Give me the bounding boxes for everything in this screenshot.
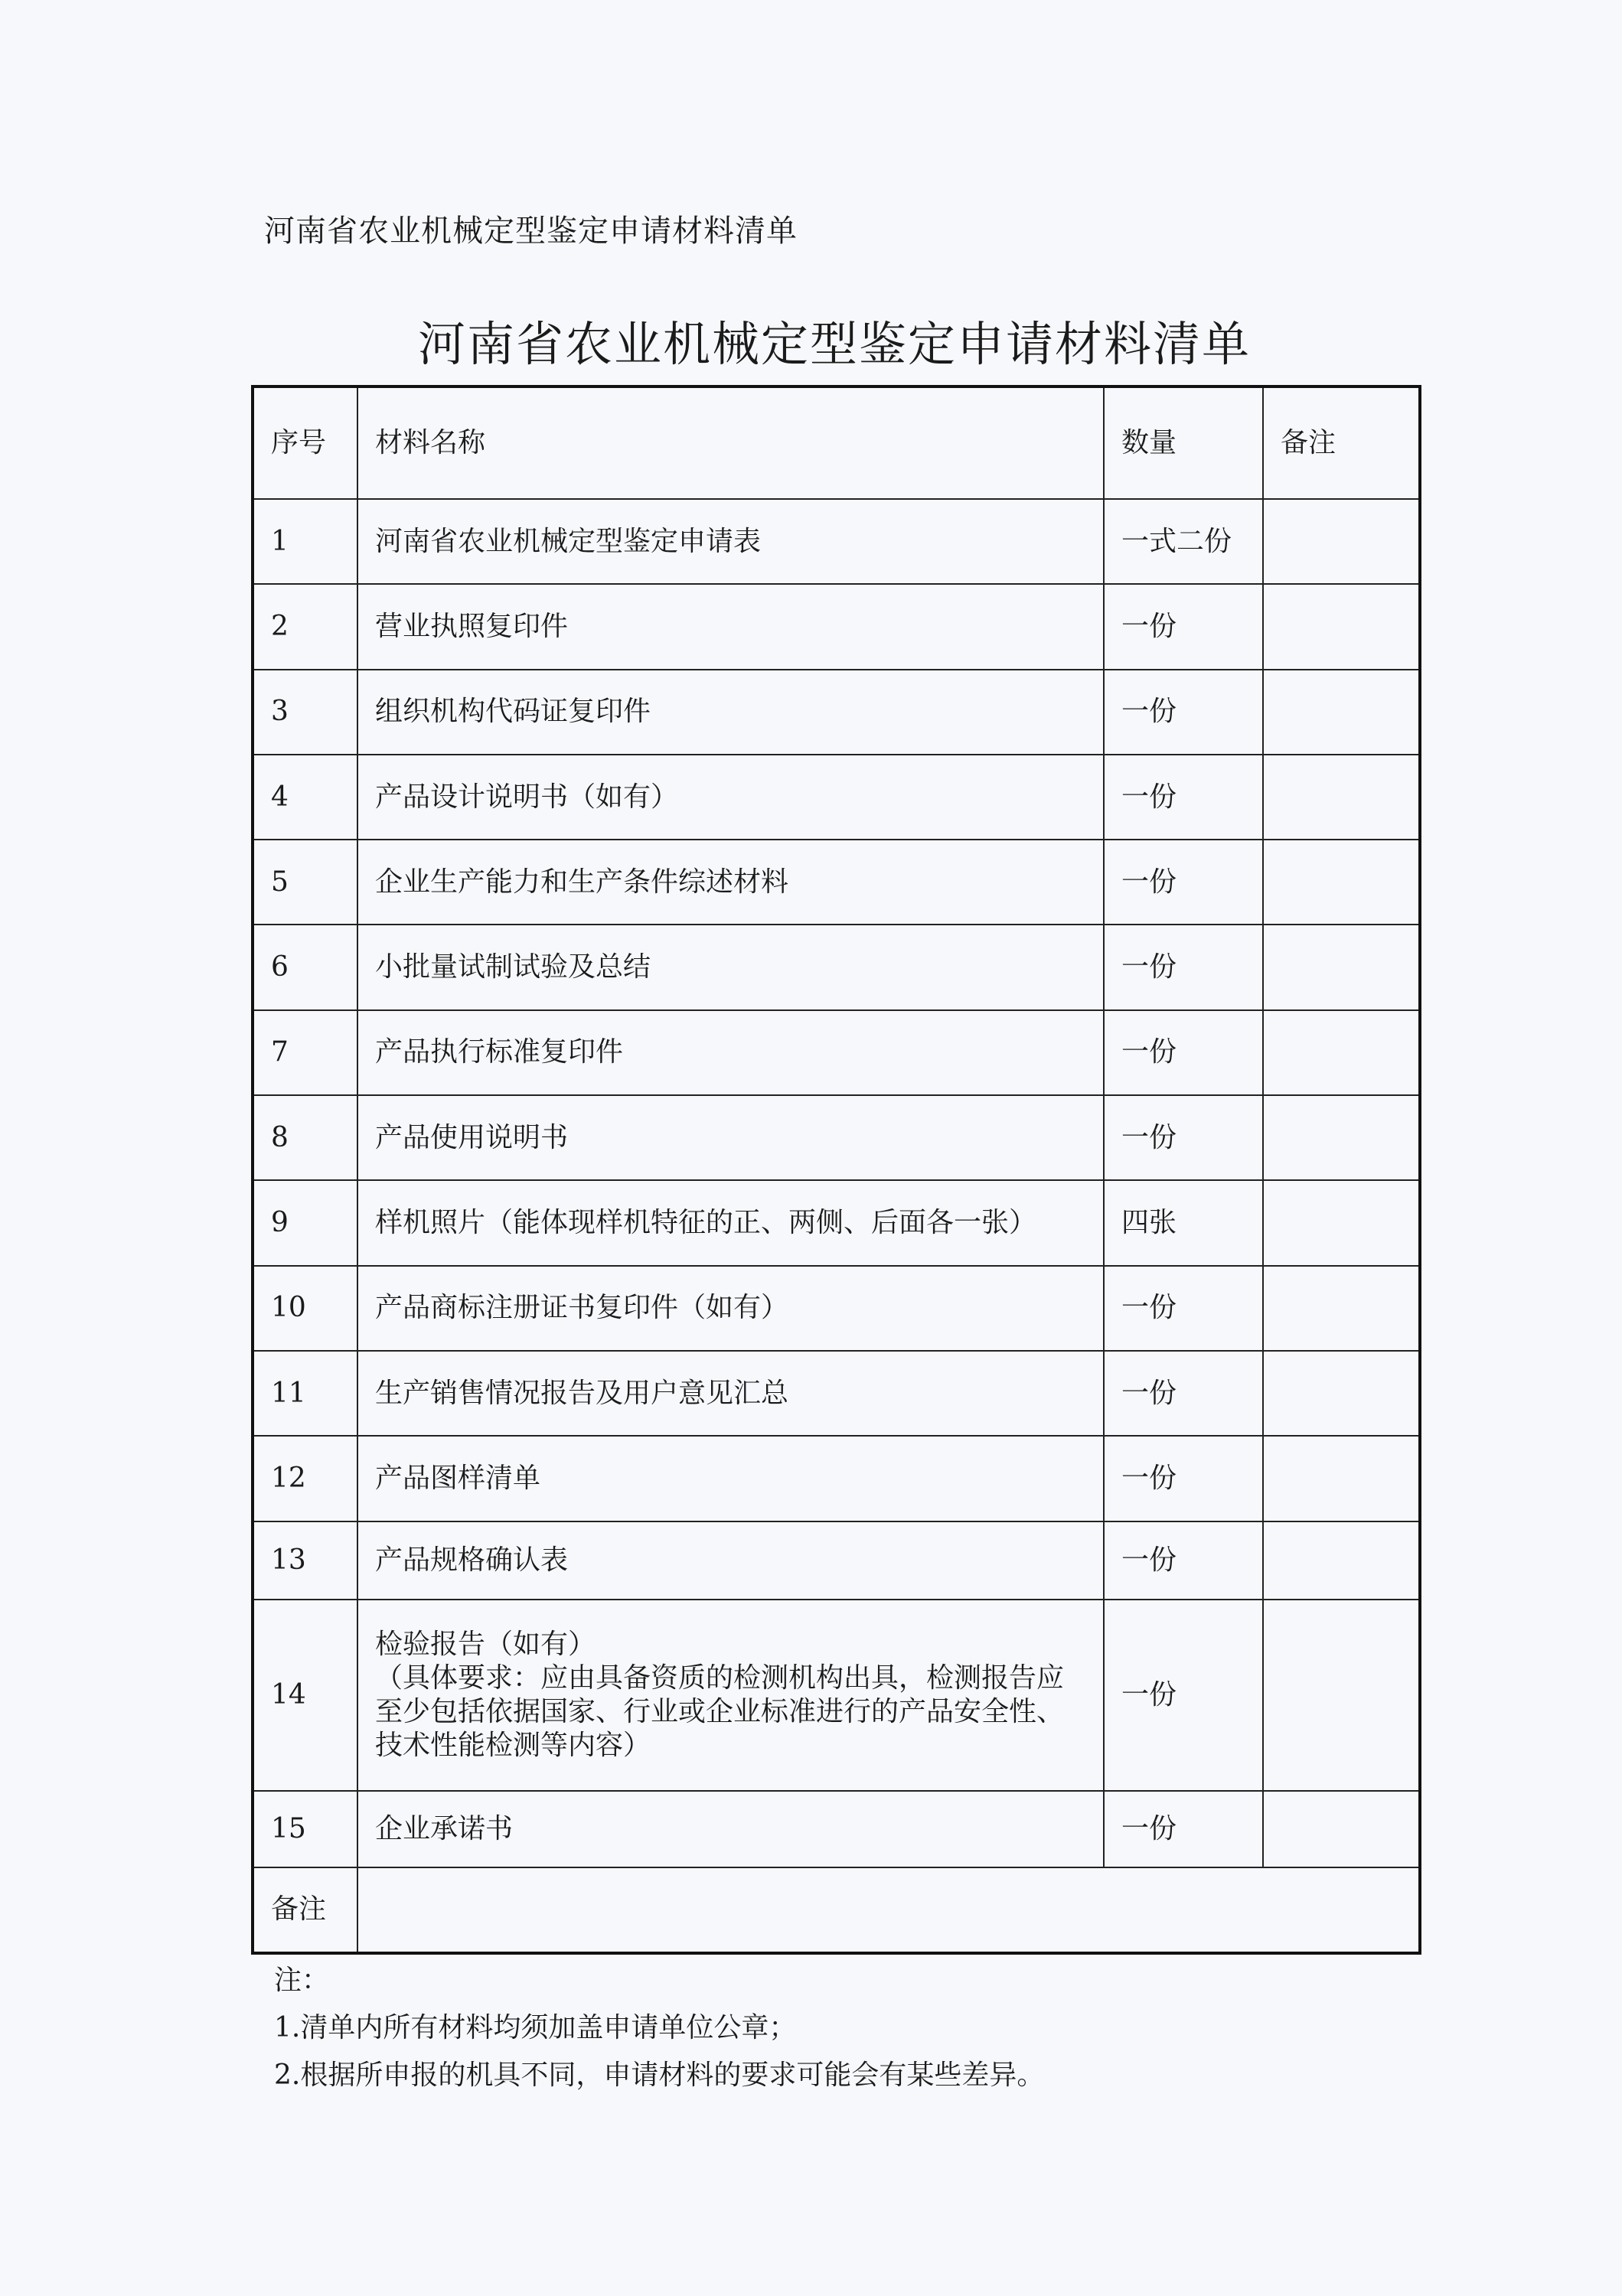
- row-name: 产品设计说明书（如有）: [357, 755, 1104, 840]
- row-name: 产品规格确认表: [357, 1521, 1104, 1600]
- column-header-no: 序号: [253, 386, 357, 499]
- row-remark: [1263, 1010, 1420, 1095]
- row-no: 5: [253, 840, 357, 925]
- row-no: 2: [253, 584, 357, 669]
- row-name: 产品商标注册证书复印件（如有）: [357, 1266, 1104, 1351]
- row-no: 8: [253, 1095, 357, 1180]
- row-qty: 一份: [1104, 670, 1263, 755]
- notes-label: 注：: [274, 1965, 330, 1996]
- row-remark: [1263, 584, 1420, 669]
- column-header-remark: 备注: [1263, 386, 1420, 499]
- row-name-detail: （具体要求：应由具备资质的检测机构出具，检测报告应至少包括依据国家、行业或企业标准进行的产品安全性、技术性能检测等内容）: [375, 1662, 1065, 1761]
- row-name-main: 检验报告（如有）: [375, 1628, 596, 1660]
- materials-table: [251, 385, 1421, 1955]
- row-qty: 一份: [1104, 1436, 1263, 1521]
- row-qty: 一份: [1104, 1266, 1263, 1351]
- row-name: 产品图样清单: [357, 1436, 1104, 1521]
- row-qty: 一份: [1104, 1600, 1263, 1791]
- table-header-row: [253, 386, 1420, 499]
- row-name: 样机照片（能体现样机特征的正、两侧、后面各一张）: [357, 1180, 1104, 1265]
- row-qty: 一份: [1104, 1521, 1263, 1600]
- row-name: 生产销售情况报告及用户意见汇总: [357, 1351, 1104, 1436]
- row-no: 4: [253, 755, 357, 840]
- row-qty: 一式二份: [1104, 499, 1263, 584]
- row-qty: 一份: [1104, 584, 1263, 669]
- row-name: 企业承诺书: [357, 1791, 1104, 1867]
- table-row: [253, 1521, 1420, 1600]
- row-no: 9: [253, 1180, 357, 1265]
- row-no: 3: [253, 670, 357, 755]
- table-row: [253, 755, 1420, 840]
- row-no: 1: [253, 499, 357, 584]
- row-name: 企业生产能力和生产条件综述材料: [357, 840, 1104, 925]
- row-qty: 一份: [1104, 1095, 1263, 1180]
- notes-block: [274, 1957, 1044, 2099]
- row-remark: [1263, 1180, 1420, 1265]
- row-name: 河南省农业机械定型鉴定申请表: [357, 499, 1104, 584]
- row-name: 产品使用说明书: [357, 1095, 1104, 1180]
- row-no: 7: [253, 1010, 357, 1095]
- row-qty: 一份: [1104, 1791, 1263, 1867]
- document-title: 河南省农业机械定型鉴定申请材料清单: [417, 316, 1251, 372]
- column-header-qty: 数量: [1104, 386, 1263, 499]
- row-no: 14: [253, 1600, 357, 1791]
- row-remark: [1263, 925, 1420, 1009]
- row-name: 组织机构代码证复印件: [357, 670, 1104, 755]
- table-row: [253, 1095, 1420, 1180]
- table-row: [253, 840, 1420, 925]
- table-remark-row: [253, 1867, 1420, 1953]
- row-remark: [1263, 1095, 1420, 1180]
- row-remark: [1263, 755, 1420, 840]
- table-row: [253, 1010, 1420, 1095]
- table-row: [253, 1791, 1420, 1867]
- row-remark: [1263, 1266, 1420, 1351]
- note-item: 1.清单内所有材料均须加盖申请单位公章；: [274, 2012, 797, 2043]
- row-qty: 四张: [1104, 1180, 1263, 1265]
- row-qty: 一份: [1104, 1351, 1263, 1436]
- row-remark: [1263, 1521, 1420, 1600]
- table-row: [253, 1436, 1420, 1521]
- row-qty: 一份: [1104, 840, 1263, 925]
- row-remark: [1263, 840, 1420, 925]
- table-row: [253, 925, 1420, 1009]
- row-qty: 一份: [1104, 925, 1263, 1009]
- row-remark: [1263, 1791, 1420, 1867]
- row-remark: [1263, 670, 1420, 755]
- remark-content: [357, 1867, 1420, 1953]
- row-no: 12: [253, 1436, 357, 1521]
- row-qty: 一份: [1104, 755, 1263, 840]
- table-row: [253, 499, 1420, 584]
- table-row: [253, 1266, 1420, 1351]
- column-header-name: 材料名称: [357, 386, 1104, 499]
- running-title: 河南省农业机械定型鉴定申请材料清单: [264, 214, 798, 249]
- row-remark: [1263, 499, 1420, 584]
- row-no: 11: [253, 1351, 357, 1436]
- table-row: [253, 584, 1420, 669]
- note-item: 2.根据所申报的机具不同，申请材料的要求可能会有某些差异。: [274, 2060, 1045, 2091]
- table-row: [253, 1600, 1420, 1791]
- row-no: 6: [253, 925, 357, 1009]
- table-row: [253, 1180, 1420, 1265]
- remark-label: 备注: [253, 1867, 357, 1953]
- row-no: 10: [253, 1266, 357, 1351]
- row-remark: [1263, 1351, 1420, 1436]
- row-no: 13: [253, 1521, 357, 1600]
- table-row: [253, 1351, 1420, 1436]
- row-remark: [1263, 1600, 1420, 1791]
- row-name: 营业执照复印件: [357, 584, 1104, 669]
- table-row: [253, 670, 1420, 755]
- row-remark: [1263, 1436, 1420, 1521]
- row-qty: 一份: [1104, 1010, 1263, 1095]
- row-name: 小批量试制试验及总结: [357, 925, 1104, 1009]
- row-name: [357, 1600, 1104, 1791]
- row-no: 15: [253, 1791, 357, 1867]
- row-name: 产品执行标准复印件: [357, 1010, 1104, 1095]
